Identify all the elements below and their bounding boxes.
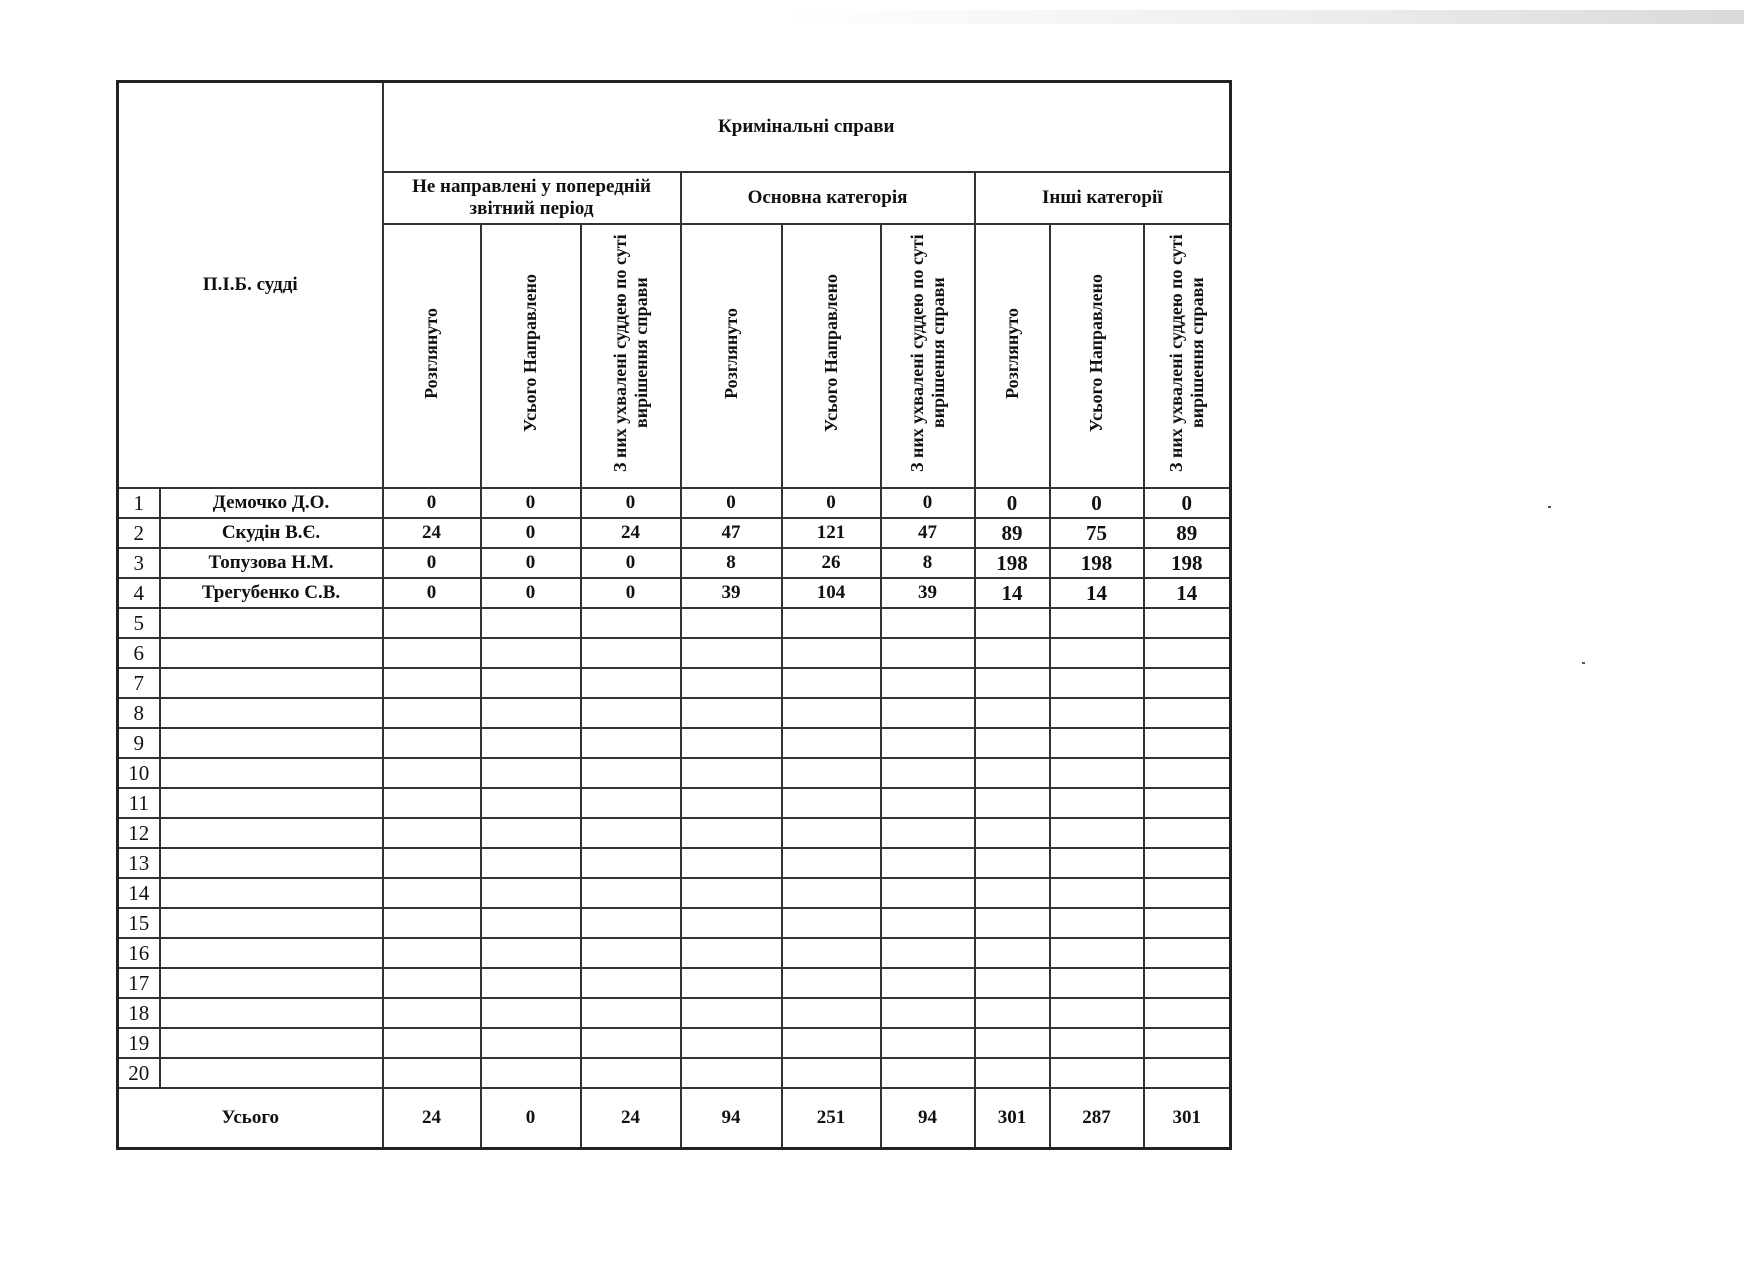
value-cell: 0 (1144, 488, 1231, 518)
value-cell (481, 758, 581, 788)
table-row (118, 518, 1231, 548)
subcolumn-label: Розглянуто (1001, 307, 1022, 399)
value-cell (383, 848, 481, 878)
row-number: 17 (118, 968, 160, 998)
judge-name-cell: Трегубенко С.В. (160, 578, 383, 608)
value-cell (681, 668, 782, 698)
row-number: 20 (118, 1058, 160, 1088)
value-cell (1144, 968, 1231, 998)
value-cell (481, 668, 581, 698)
value-cell (681, 1028, 782, 1058)
value-cell (975, 908, 1050, 938)
judge-name-cell (160, 788, 383, 818)
value-cell (881, 908, 975, 938)
value-cell: 8 (681, 548, 782, 578)
value-cell (881, 878, 975, 908)
value-cell (1050, 1058, 1144, 1088)
value-cell (681, 998, 782, 1028)
value-cell (681, 698, 782, 728)
table-row (118, 1028, 1231, 1058)
subcolumn-label: З них ухвалені суддею по суті вирішення справи (906, 234, 948, 472)
value-cell (975, 878, 1050, 908)
value-cell (681, 968, 782, 998)
judge-name-cell (160, 878, 383, 908)
value-cell (383, 878, 481, 908)
value-cell (1050, 638, 1144, 668)
value-cell (1050, 698, 1144, 728)
subcolumn-header (383, 224, 481, 488)
value-cell (1144, 878, 1231, 908)
value-cell (975, 608, 1050, 638)
value-cell (581, 638, 681, 668)
value-cell (975, 998, 1050, 1028)
criminal-cases-table (116, 80, 1232, 1150)
scan-edge-shadow (780, 10, 1744, 24)
judge-name-cell (160, 758, 383, 788)
row-number: 6 (118, 638, 160, 668)
value-cell (581, 878, 681, 908)
row-number: 18 (118, 998, 160, 1028)
value-cell (782, 758, 881, 788)
subcolumn-header (782, 224, 881, 488)
table-row (118, 608, 1231, 638)
judge-name-cell (160, 938, 383, 968)
value-cell (782, 848, 881, 878)
value-cell: 14 (1144, 578, 1231, 608)
value-cell (1144, 608, 1231, 638)
value-cell (581, 908, 681, 938)
judge-name-cell (160, 818, 383, 848)
table-row (118, 488, 1231, 518)
value-cell (881, 728, 975, 758)
value-cell (581, 758, 681, 788)
group-header-not-sent: Не направлені у попередній звітний період (383, 172, 681, 224)
row-number: 10 (118, 758, 160, 788)
row-number: 3 (118, 548, 160, 578)
value-cell (581, 1058, 681, 1088)
judge-name-cell: Топузова Н.М. (160, 548, 383, 578)
value-cell (481, 848, 581, 878)
value-cell: 14 (1050, 578, 1144, 608)
value-cell: 0 (481, 548, 581, 578)
value-cell (481, 608, 581, 638)
value-cell (383, 998, 481, 1028)
value-cell (1144, 758, 1231, 788)
value-cell (881, 938, 975, 968)
value-cell (782, 728, 881, 758)
total-value-cell: 94 (881, 1088, 975, 1149)
value-cell (383, 818, 481, 848)
value-cell (1144, 938, 1231, 968)
value-cell (1050, 848, 1144, 878)
value-cell (782, 818, 881, 848)
value-cell (383, 698, 481, 728)
value-cell (1144, 788, 1231, 818)
value-cell (881, 788, 975, 818)
total-value-cell: 301 (1144, 1088, 1231, 1149)
value-cell: 89 (1144, 518, 1231, 548)
value-cell (681, 728, 782, 758)
value-cell (383, 758, 481, 788)
value-cell (581, 1028, 681, 1058)
value-cell (881, 668, 975, 698)
table-row (118, 698, 1231, 728)
subcolumn-label: З них ухвалені суддею по суті вирішення справи (1165, 234, 1207, 472)
subcolumn-label: З них ухвалені суддею по суті вирішення справи (609, 234, 651, 472)
value-cell: 198 (1050, 548, 1144, 578)
value-cell (1050, 998, 1144, 1028)
value-cell (481, 968, 581, 998)
value-cell: 39 (881, 578, 975, 608)
value-cell (383, 608, 481, 638)
value-cell (481, 1058, 581, 1088)
value-cell: 0 (581, 578, 681, 608)
judge-name-cell (160, 638, 383, 668)
value-cell (581, 788, 681, 818)
value-cell (1050, 608, 1144, 638)
value-cell (1144, 638, 1231, 668)
value-cell (383, 788, 481, 818)
value-cell (881, 848, 975, 878)
value-cell (681, 878, 782, 908)
row-number: 16 (118, 938, 160, 968)
value-cell (581, 968, 681, 998)
subcolumn-header (581, 224, 681, 488)
row-number: 12 (118, 818, 160, 848)
value-cell (1144, 1058, 1231, 1088)
row-number: 8 (118, 698, 160, 728)
total-value-cell: 301 (975, 1088, 1050, 1149)
value-cell (782, 1058, 881, 1088)
total-label: Усього (118, 1088, 383, 1149)
judge-name-cell (160, 1058, 383, 1088)
value-cell (1050, 818, 1144, 848)
value-cell (881, 698, 975, 728)
value-cell (1050, 788, 1144, 818)
subcolumn-header (1050, 224, 1144, 488)
value-cell (1050, 878, 1144, 908)
total-value-cell: 94 (681, 1088, 782, 1149)
value-cell (782, 878, 881, 908)
value-cell: 198 (975, 548, 1050, 578)
value-cell (782, 698, 881, 728)
table-row (118, 668, 1231, 698)
value-cell: 75 (1050, 518, 1144, 548)
group-header-main-category: Основна категорія (681, 172, 975, 224)
value-cell (1144, 1028, 1231, 1058)
scan-speck (1548, 506, 1551, 508)
table-row (118, 908, 1231, 938)
value-cell: 0 (681, 488, 782, 518)
value-cell (681, 818, 782, 848)
row-number: 15 (118, 908, 160, 938)
table-row (118, 878, 1231, 908)
table-row (118, 638, 1231, 668)
report-document (116, 80, 1232, 1150)
row-number: 11 (118, 788, 160, 818)
value-cell (581, 668, 681, 698)
value-cell (975, 698, 1050, 728)
value-cell: 14 (975, 578, 1050, 608)
value-cell: 47 (881, 518, 975, 548)
total-value-cell: 24 (383, 1088, 481, 1149)
table-row (118, 758, 1231, 788)
value-cell: 89 (975, 518, 1050, 548)
value-cell (681, 608, 782, 638)
subcolumn-header (681, 224, 782, 488)
value-cell: 121 (782, 518, 881, 548)
value-cell (1144, 998, 1231, 1028)
row-number: 2 (118, 518, 160, 548)
value-cell (881, 608, 975, 638)
judge-name-cell (160, 968, 383, 998)
value-cell (681, 638, 782, 668)
value-cell (782, 998, 881, 1028)
value-cell (581, 698, 681, 728)
scan-speck (1582, 662, 1585, 664)
value-cell: 0 (782, 488, 881, 518)
value-cell: 39 (681, 578, 782, 608)
total-row (118, 1088, 1231, 1149)
table-row (118, 728, 1231, 758)
subcolumn-label: Розглянуто (421, 307, 441, 399)
judge-name-cell (160, 668, 383, 698)
value-cell: 0 (383, 548, 481, 578)
value-cell (881, 998, 975, 1028)
value-cell (481, 638, 581, 668)
value-cell (975, 968, 1050, 998)
total-value-cell: 287 (1050, 1088, 1144, 1149)
value-cell (383, 1058, 481, 1088)
judge-name-cell (160, 608, 383, 638)
value-cell (1144, 848, 1231, 878)
judge-name-cell (160, 1028, 383, 1058)
value-cell: 0 (581, 488, 681, 518)
row-number: 9 (118, 728, 160, 758)
value-cell: 0 (383, 488, 481, 518)
value-cell (383, 638, 481, 668)
value-cell (681, 908, 782, 938)
value-cell (581, 608, 681, 638)
judge-name-cell (160, 848, 383, 878)
value-cell: 0 (975, 488, 1050, 518)
value-cell (1144, 698, 1231, 728)
value-cell (975, 758, 1050, 788)
judge-name-cell (160, 908, 383, 938)
value-cell (383, 1028, 481, 1058)
subcolumn-header (1144, 224, 1231, 488)
value-cell (681, 848, 782, 878)
table-row (118, 938, 1231, 968)
value-cell (975, 638, 1050, 668)
subcolumn-label: Усього Направлено (1086, 273, 1106, 433)
value-cell: 0 (481, 488, 581, 518)
value-cell: 26 (782, 548, 881, 578)
value-cell (1050, 968, 1144, 998)
value-cell (681, 758, 782, 788)
value-cell (481, 998, 581, 1028)
subcolumn-header (881, 224, 975, 488)
value-cell (383, 908, 481, 938)
value-cell (481, 908, 581, 938)
table-row (118, 848, 1231, 878)
value-cell (881, 1028, 975, 1058)
value-cell (681, 938, 782, 968)
value-cell (1050, 758, 1144, 788)
value-cell (782, 968, 881, 998)
subcolumn-header (975, 224, 1050, 488)
value-cell: 0 (383, 578, 481, 608)
value-cell: 0 (881, 488, 975, 518)
value-cell (975, 1058, 1050, 1088)
value-cell (383, 968, 481, 998)
value-cell: 0 (481, 578, 581, 608)
value-cell (1144, 908, 1231, 938)
judge-name-cell: Демочко Д.О. (160, 488, 383, 518)
value-cell (383, 668, 481, 698)
row-number: 13 (118, 848, 160, 878)
value-cell (782, 668, 881, 698)
value-cell: 104 (782, 578, 881, 608)
value-cell (1050, 938, 1144, 968)
value-cell (581, 728, 681, 758)
table-row (118, 578, 1231, 608)
value-cell (1050, 908, 1144, 938)
value-cell (481, 698, 581, 728)
value-cell (975, 1028, 1050, 1058)
value-cell (881, 638, 975, 668)
value-cell (881, 758, 975, 788)
subcolumn-label: Усього Направлено (820, 273, 841, 433)
value-cell (975, 788, 1050, 818)
value-cell: 24 (383, 518, 481, 548)
value-cell (481, 878, 581, 908)
value-cell (975, 848, 1050, 878)
judge-name-cell (160, 698, 383, 728)
total-value-cell: 0 (481, 1088, 581, 1149)
table-row (118, 998, 1231, 1028)
value-cell (782, 638, 881, 668)
value-cell: 8 (881, 548, 975, 578)
value-cell (481, 938, 581, 968)
judge-name-cell (160, 728, 383, 758)
value-cell (581, 818, 681, 848)
value-cell (975, 818, 1050, 848)
value-cell (581, 938, 681, 968)
value-cell (881, 968, 975, 998)
total-value-cell: 24 (581, 1088, 681, 1149)
row-number: 4 (118, 578, 160, 608)
value-cell: 198 (1144, 548, 1231, 578)
group-header-other-categories: Інші категорії (975, 172, 1231, 224)
value-cell: 0 (481, 518, 581, 548)
value-cell (681, 1058, 782, 1088)
value-cell (975, 938, 1050, 968)
value-cell (782, 788, 881, 818)
row-number: 5 (118, 608, 160, 638)
judge-name-header: П.І.Б. судді (118, 82, 383, 489)
row-number: 14 (118, 878, 160, 908)
value-cell (481, 788, 581, 818)
value-cell (581, 848, 681, 878)
table-row (118, 1058, 1231, 1088)
value-cell (1050, 1028, 1144, 1058)
value-cell (881, 1058, 975, 1088)
value-cell (782, 608, 881, 638)
value-cell (1050, 668, 1144, 698)
row-number: 7 (118, 668, 160, 698)
judge-name-cell (160, 998, 383, 1028)
value-cell (481, 728, 581, 758)
value-cell (881, 818, 975, 848)
subcolumn-label: Усього Направлено (520, 273, 540, 433)
row-number: 19 (118, 1028, 160, 1058)
value-cell (481, 1028, 581, 1058)
value-cell (1144, 728, 1231, 758)
value-cell (383, 728, 481, 758)
subcolumn-label: Розглянуто (720, 307, 741, 399)
criminal-cases-header: Кримінальні справи (383, 82, 1231, 173)
value-cell: 47 (681, 518, 782, 548)
table-row (118, 818, 1231, 848)
subcolumn-header (481, 224, 581, 488)
value-cell: 0 (581, 548, 681, 578)
value-cell: 0 (1050, 488, 1144, 518)
value-cell (1050, 728, 1144, 758)
row-number: 1 (118, 488, 160, 518)
value-cell (1144, 818, 1231, 848)
table-row (118, 968, 1231, 998)
value-cell (481, 818, 581, 848)
value-cell (782, 908, 881, 938)
value-cell: 24 (581, 518, 681, 548)
value-cell (1144, 668, 1231, 698)
total-value-cell: 251 (782, 1088, 881, 1149)
table-row (118, 548, 1231, 578)
value-cell (383, 938, 481, 968)
value-cell (975, 728, 1050, 758)
value-cell (782, 1028, 881, 1058)
value-cell (782, 938, 881, 968)
value-cell (581, 998, 681, 1028)
judge-name-cell: Скудін В.Є. (160, 518, 383, 548)
table-row (118, 788, 1231, 818)
value-cell (975, 668, 1050, 698)
value-cell (681, 788, 782, 818)
